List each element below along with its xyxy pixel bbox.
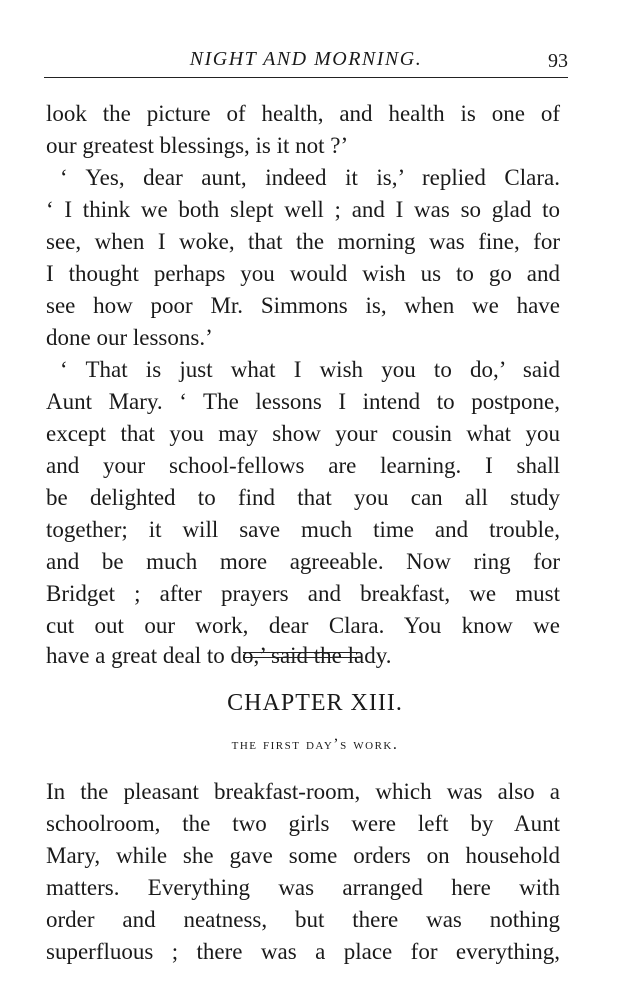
text-line: schoolroom, the two girls were left by Aunt bbox=[46, 811, 560, 836]
text-line: ‘ That is just what I wish you to do,’ said bbox=[60, 357, 560, 382]
text-line: see how poor Mr. Simmons is, when we have bbox=[46, 293, 560, 318]
text-line: and be much more agreeable. Now ring for bbox=[46, 549, 560, 574]
text-line: done our lessons.’ bbox=[46, 325, 213, 350]
running-title: NIGHT AND MORNING. bbox=[189, 48, 423, 70]
section-divider bbox=[243, 652, 361, 658]
chapter-title: CHAPTER XIII. bbox=[227, 690, 403, 716]
text-line: together; it will save much time and trouble, bbox=[46, 517, 560, 542]
text-line: ‘ Yes, dear aunt, indeed it is,’ replied Clara. bbox=[60, 165, 560, 190]
text-line: superfluous ; there was a place for everything, bbox=[46, 939, 560, 964]
text-line: see, when I woke, that the morning was fine, for bbox=[46, 229, 560, 254]
text-line: Aunt Mary. ‘ The lessons I intend to postpone, bbox=[46, 389, 560, 414]
text-line: Mary, while she gave some orders on household bbox=[46, 843, 560, 868]
text-line: except that you may show your cousin what you bbox=[46, 421, 560, 446]
text-line: be delighted to find that you can all study bbox=[46, 485, 560, 510]
text-line: ‘ I think we both slept well ; and I was so glad to bbox=[46, 197, 560, 222]
chapter-subtitle: the first day’s work. bbox=[231, 736, 399, 753]
text-line: I thought perhaps you would wish us to go and bbox=[46, 261, 560, 286]
text-line: look the picture of health, and health is one of bbox=[46, 101, 560, 126]
text-line: order and neatness, but there was nothing bbox=[46, 907, 560, 932]
text-line: Bridget ; after prayers and breakfast, we must bbox=[46, 581, 560, 606]
text-line: cut out our work, dear Clara. You know we bbox=[46, 613, 560, 638]
text-line: have a great deal to do,’ said the lady. bbox=[46, 643, 392, 668]
text-line: matters. Everything was arranged here with bbox=[46, 875, 560, 900]
running-header bbox=[44, 44, 568, 78]
text-line: In the pleasant breakfast-room, which was also a bbox=[46, 779, 560, 804]
page-number: 93 bbox=[548, 50, 568, 72]
text-line: our greatest blessings, is it not ?’ bbox=[46, 133, 349, 158]
header-rule bbox=[44, 77, 568, 78]
text-line: and your school-fellows are learning. I shall bbox=[46, 453, 560, 478]
